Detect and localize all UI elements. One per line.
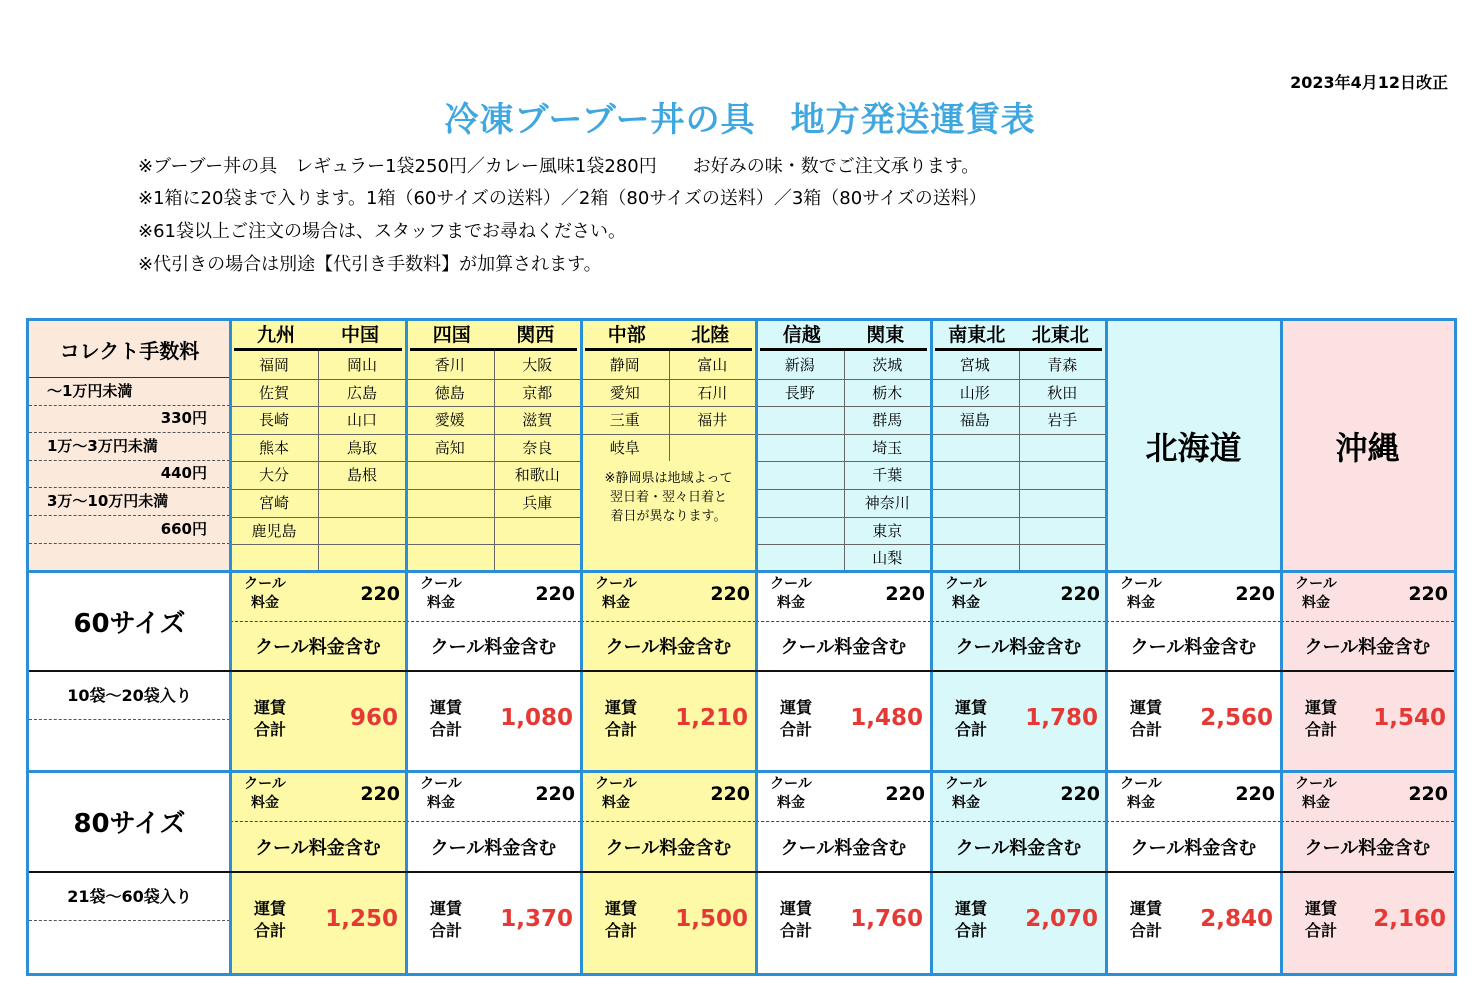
prefecture: 静岡 — [609, 356, 640, 374]
prefecture: 福井 — [697, 411, 728, 430]
fare-total-amount: 1,540 — [1373, 705, 1446, 731]
region-label: 九州 — [234, 321, 318, 351]
prefecture: 島根 — [346, 466, 377, 485]
divider — [29, 377, 230, 378]
prefecture: 宮崎 — [258, 494, 289, 512]
prefecture: 福島 — [959, 411, 990, 430]
fare-total-amount: 1,760 — [850, 906, 923, 932]
shizuoka-note: ※静岡県は地域よって 翌日着・翌々日着と 着日が異なります。 — [604, 471, 733, 525]
prefecture: 福岡 — [258, 356, 289, 374]
divider — [756, 621, 931, 622]
collect-fee-title: コレクト手数料 — [59, 338, 200, 363]
cool-fee-amount: 220 — [1235, 783, 1275, 805]
column-border — [229, 321, 232, 973]
cool-fee-included: クール料金含む — [1130, 837, 1257, 859]
bag-range: 10袋～20袋入り — [67, 686, 192, 705]
divider — [1106, 821, 1281, 822]
collect-fee-range: ～1万円未満 — [47, 382, 133, 400]
prefecture: 兵庫 — [522, 494, 553, 512]
cool-fee-included: クール料金含む — [1304, 637, 1431, 658]
prefecture: 滋賀 — [522, 411, 553, 430]
cool-fee-label: クール 料金 — [1120, 776, 1162, 811]
cool-fee-included: クール料金含む — [1304, 837, 1431, 859]
fare-total-label: 運賃合計 — [605, 698, 638, 739]
divider — [230, 621, 406, 622]
column-border — [930, 321, 933, 973]
cool-fee-amount: 220 — [1408, 583, 1448, 605]
prefecture: 京都 — [522, 383, 553, 402]
prefecture: 茨城 — [872, 356, 903, 374]
prefecture: 埼玉 — [872, 438, 903, 457]
fare-total-label: 運賃合計 — [780, 698, 813, 739]
divider — [1281, 621, 1454, 622]
divider — [29, 543, 230, 544]
prefecture: 富山 — [697, 356, 728, 374]
prefecture: 東京 — [872, 521, 903, 540]
fare-total-label: 運賃合計 — [1130, 698, 1163, 739]
cool-fee-amount: 220 — [535, 583, 575, 605]
cool-fee-included: クール料金含む — [430, 837, 557, 859]
prefecture: 秋田 — [1047, 383, 1078, 402]
region-label: 関東 — [844, 321, 928, 351]
region-label: 南東北 — [935, 321, 1019, 351]
cool-fee-amount: 220 — [885, 583, 925, 605]
divider — [1106, 621, 1281, 622]
fare-total-amount: 1,780 — [1025, 705, 1098, 731]
divider — [230, 821, 406, 822]
divider — [29, 405, 230, 406]
fare-total-amount: 1,080 — [500, 705, 573, 731]
cool-fee-amount: 220 — [885, 783, 925, 805]
divider — [29, 515, 230, 516]
fare-total-amount: 2,840 — [1200, 906, 1273, 932]
divider — [1281, 821, 1454, 822]
fare-total-amount: 1,500 — [675, 906, 748, 932]
size-label: 80サイズ — [73, 809, 186, 839]
prefecture: 岩手 — [1047, 411, 1078, 430]
fare-total-amount: 1,370 — [500, 906, 573, 932]
prefecture: 鳥取 — [346, 438, 377, 457]
cool-fee-included: クール料金含む — [780, 837, 907, 859]
cool-fee-amount: 220 — [1235, 583, 1275, 605]
collect-fee-range: 3万～10万円未満 — [47, 492, 169, 510]
region-label: 信越 — [760, 321, 844, 351]
divider — [29, 460, 230, 461]
cool-fee-amount: 220 — [535, 783, 575, 805]
fare-total-amount: 960 — [349, 705, 398, 731]
prefecture: 奈良 — [522, 438, 553, 457]
cool-fee-amount: 220 — [360, 783, 400, 805]
prefecture: 高知 — [434, 438, 465, 457]
prefecture: 大阪 — [522, 356, 553, 374]
prefecture: 大分 — [258, 466, 289, 485]
cool-fee-amount: 220 — [1408, 783, 1448, 805]
prefecture: 群馬 — [872, 411, 903, 430]
prefecture: 岐阜 — [609, 438, 640, 457]
prefecture: 三重 — [609, 411, 640, 430]
note-line: ※1箱に20袋まで入ります。1箱（60サイズの送料）／2箱（80サイズの送料）／3箱（80サイズの送料） — [138, 188, 987, 209]
cool-fee-amount: 220 — [710, 783, 750, 805]
cool-fee-label: クール 料金 — [945, 776, 987, 811]
cool-fee-included: クール料金含む — [780, 637, 907, 658]
region-label: 沖縄 — [1335, 429, 1400, 467]
cool-fee-amount: 220 — [710, 583, 750, 605]
row-border — [29, 570, 1454, 573]
prefecture: 山形 — [959, 383, 990, 402]
fare-total-label: 運賃合計 — [955, 698, 988, 739]
divider — [406, 621, 581, 622]
cool-fee-label: クール 料金 — [420, 776, 462, 811]
cool-fee-included: クール料金含む — [255, 637, 381, 658]
prefecture: 熊本 — [258, 438, 289, 457]
cool-fee-included: クール料金含む — [255, 837, 381, 859]
cool-fee-amount: 220 — [1060, 583, 1100, 605]
prefecture: 徳島 — [434, 383, 465, 402]
prefecture: 鹿児島 — [251, 521, 297, 540]
prefecture: 香川 — [434, 356, 465, 374]
collect-fee-amount: 660円 — [160, 520, 207, 538]
cool-fee-included: クール料金含む — [605, 637, 732, 658]
size-label: 60サイズ — [73, 608, 186, 639]
divider — [931, 621, 1106, 622]
cool-fee-label: クール 料金 — [770, 576, 812, 611]
cool-fee-label: クール 料金 — [420, 576, 462, 611]
divider — [29, 719, 230, 720]
cool-fee-label: クール 料金 — [595, 776, 637, 811]
divider — [29, 432, 230, 433]
column-border — [755, 321, 758, 973]
cool-fee-included: クール料金含む — [605, 837, 732, 859]
column-border — [580, 321, 583, 973]
divider — [581, 821, 756, 822]
cool-fee-label: クール 料金 — [244, 776, 286, 811]
note-line: ※ブーブー丼の具 レギュラー1袋250円／カレー風味1袋280円 お好みの味・数でご注文承ります。 — [138, 156, 980, 177]
collect-fee-amount: 440円 — [160, 464, 207, 482]
revision-date: 2023年4月12日改正 — [1290, 73, 1448, 92]
divider — [406, 821, 581, 822]
divider — [581, 621, 756, 622]
cool-fee-included: クール料金含む — [955, 837, 1082, 859]
prefecture: 千葉 — [872, 466, 903, 485]
region-label: 関西 — [494, 321, 578, 351]
divider — [29, 487, 230, 488]
prefecture: 神奈川 — [864, 494, 910, 512]
cool-fee-included: クール料金含む — [430, 637, 557, 658]
region-label: 北海道 — [1145, 429, 1242, 467]
note-line: ※代引きの場合は別途【代引き手数料】が加算されます。 — [138, 254, 602, 275]
fare-total-amount: 1,250 — [325, 906, 398, 932]
fare-total-amount: 2,560 — [1200, 705, 1273, 731]
fare-total-label: 運賃合計 — [254, 698, 287, 739]
collect-fee-range: 1万～3万円未満 — [47, 437, 158, 455]
fare-total-amount: 1,210 — [675, 705, 748, 731]
cool-fee-included: クール料金含む — [1130, 637, 1257, 658]
cool-fee-label: クール 料金 — [1120, 576, 1162, 611]
divider — [756, 821, 931, 822]
prefecture: 長野 — [784, 383, 815, 402]
column-border — [405, 321, 408, 973]
prefecture: 愛知 — [609, 383, 640, 402]
prefecture: 青森 — [1047, 356, 1078, 374]
prefecture: 宮城 — [959, 356, 990, 374]
fare-total-label: 運賃合計 — [605, 899, 638, 940]
cool-fee-amount: 220 — [360, 583, 400, 605]
cool-fee-label: クール 料金 — [595, 576, 637, 611]
fare-total-label: 運賃合計 — [1130, 899, 1163, 940]
region-label: 中部 — [585, 321, 669, 351]
row-divider — [29, 670, 1454, 672]
fare-total-label: 運賃合計 — [955, 899, 988, 940]
divider — [29, 920, 230, 921]
prefecture: 山梨 — [872, 549, 903, 568]
prefecture: 山口 — [346, 411, 377, 430]
fare-total-amount: 1,480 — [850, 705, 923, 731]
fare-total-amount: 2,160 — [1373, 906, 1446, 932]
region-label: 北陸 — [669, 321, 753, 351]
row-divider — [29, 871, 1454, 873]
row-border — [29, 770, 1454, 773]
fare-total-label: 運賃合計 — [254, 899, 287, 940]
prefecture: 新潟 — [784, 356, 815, 374]
cool-fee-included: クール料金含む — [955, 637, 1082, 658]
region-label: 四国 — [410, 321, 494, 351]
fare-total-label: 運賃合計 — [430, 698, 463, 739]
prefecture: 長崎 — [258, 411, 289, 430]
cool-fee-amount: 220 — [1060, 783, 1100, 805]
prefecture: 和歌山 — [514, 466, 560, 485]
shipping-rate-table — [26, 318, 1457, 976]
divider — [931, 821, 1106, 822]
column-border — [1105, 321, 1108, 973]
fare-total-amount: 2,070 — [1025, 906, 1098, 932]
fare-total-label: 運賃合計 — [1305, 899, 1338, 940]
region-label: 中国 — [318, 321, 402, 351]
cool-fee-label: クール 料金 — [1295, 776, 1337, 811]
fare-total-label: 運賃合計 — [780, 899, 813, 940]
page-title: 冷凍ブーブー丼の具 地方発送運賃表 — [444, 100, 1036, 140]
column-border — [1280, 321, 1283, 973]
collect-fee-amount: 330円 — [160, 409, 207, 427]
bag-range: 21袋～60袋入り — [67, 887, 192, 906]
prefecture: 愛媛 — [434, 411, 465, 430]
prefecture: 佐賀 — [258, 383, 289, 402]
cool-fee-label: クール 料金 — [770, 776, 812, 811]
cool-fee-label: クール 料金 — [945, 576, 987, 611]
fare-total-label: 運賃合計 — [430, 899, 463, 940]
cool-fee-label: クール 料金 — [244, 576, 286, 611]
prefecture: 岡山 — [346, 356, 377, 374]
cool-fee-label: クール 料金 — [1295, 576, 1337, 611]
note-line: ※61袋以上ご注文の場合は、スタッフまでお尋ねください。 — [138, 221, 626, 242]
prefecture: 石川 — [697, 383, 728, 402]
prefecture: 栃木 — [872, 383, 903, 402]
prefecture: 広島 — [346, 383, 377, 402]
region-label: 北東北 — [1019, 321, 1103, 351]
fare-total-label: 運賃合計 — [1305, 698, 1338, 739]
